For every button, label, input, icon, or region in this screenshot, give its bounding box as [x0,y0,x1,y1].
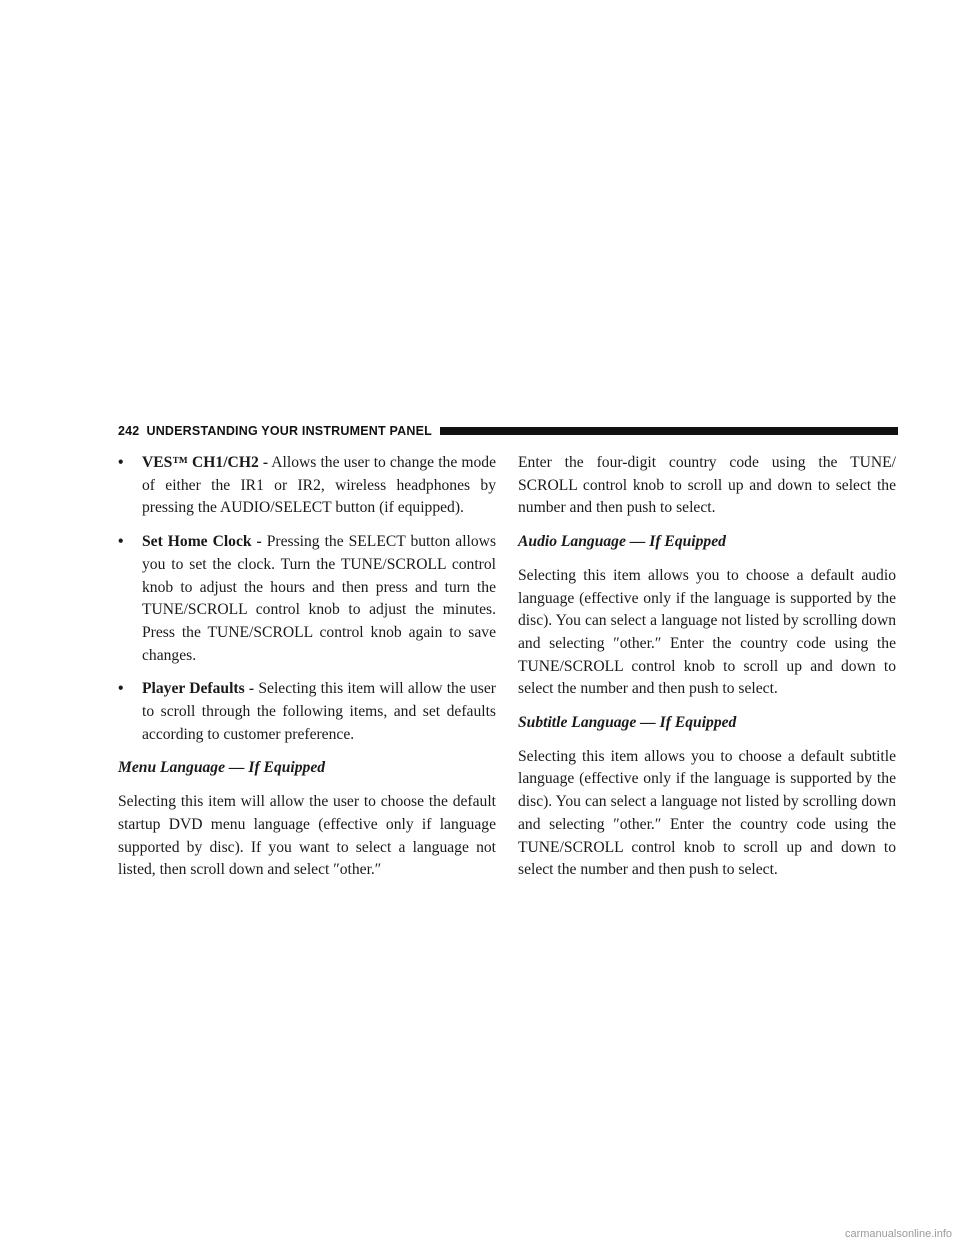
left-column [118,452,496,893]
bullet-player-defaults [118,678,496,746]
bullet-dot-icon: • [118,680,124,698]
subtitle-language-text: Selecting this item allows you to choose a default subtitle language (effective only if the language is supported by the disc). You can select a language not listed by scrolling down and selecting ″other.″ Enter the country code using the TUNE/SCROLL control knob to scroll up and down to select the number and then push to select. [518,747,896,879]
bullet-set-home-clock [118,531,496,667]
bullet-text: Pressing the SELECT button allows you to set the clock. Turn the TUNE/SCROLL control knob to adjust the hours and then press and turn the TUNE/SCROLL control knob to adjust the minutes. Press the TUNE/SCROLL control knob again to save changes. [142,533,497,664]
bullet-ves-ch1-ch2 [118,452,496,520]
country-code-text: Enter the four-digit country code using the TUNE/ SCROLL control knob to scroll up and down to select the number and then push to select. [518,454,896,517]
page-number: 242 [118,424,140,438]
bullet-dot-icon: • [118,533,124,551]
menu-language-heading: Menu Language — If Equipped [118,759,326,777]
page-header [118,423,898,439]
right-column [518,452,896,893]
bullet-term: Set Home Clock - [142,533,262,551]
bullet-term: VES™ CH1/CH2 - [142,454,269,471]
subtitle-language-heading: Subtitle Language — If Equipped [518,714,737,732]
bullet-dot-icon: • [118,454,124,471]
watermark-logo: carmanualsonline.info [844,1228,952,1240]
menu-language-text: Selecting this item will allow the user to choose the default startup DVD menu language (effective only if language supported by disc). If you want to select a language not listed, then scroll down and select ″other.″ [118,793,496,879]
header-rule [440,427,898,435]
audio-language-heading: Audio Language — If Equipped [518,533,726,551]
audio-language-text: Selecting this item allows you to choose a default audio language (effective only if the language is supported by the disc). You can select a language not listed by scrolling down and selecting ″other.″ Enter the country code using the TUNE/SCROLL control knob to scroll up and down to select the number and then push to select. [518,566,896,698]
bullet-term: Player Defaults - [142,680,255,698]
section-title: UNDERSTANDING YOUR INSTRUMENT PANEL [146,424,432,438]
bullet-text: Selecting this item will allow the user to scroll through the following items, and set defaults according to customer preference. [142,680,496,743]
bullet-text: Allows the user to change the mode of either the IR1 or IR2, wireless headphones by pressing the AUDIO/SELECT button (if equipped). [142,454,496,517]
